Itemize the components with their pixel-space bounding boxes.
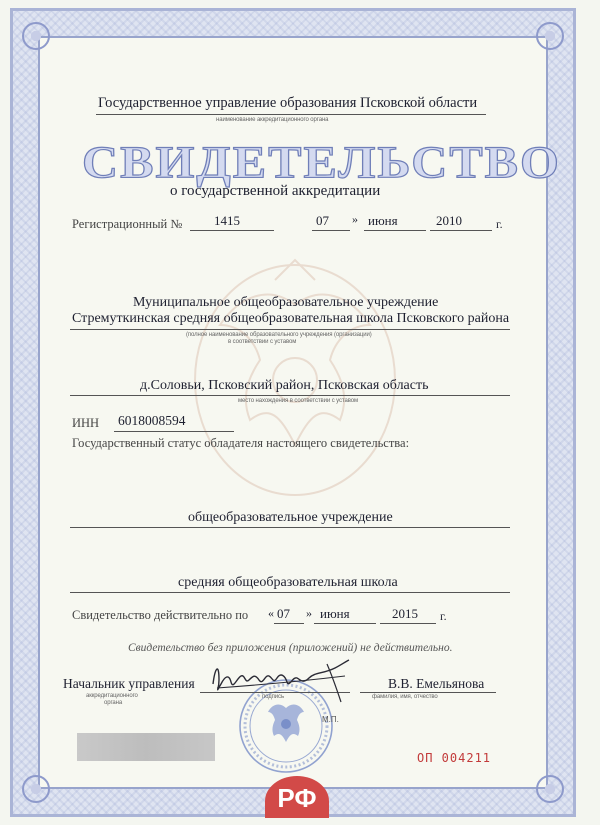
seal-place-mark: М.П. [322, 715, 339, 724]
status-type-underline [70, 527, 510, 528]
authority-underline [96, 114, 486, 115]
certificate-page: Государственное управление образования Псковской области наименование аккредитационного органа СВИДЕТЕЛЬСТВО о государственной аккредитации Регистрационный № 1415 07 » июня 2010 г. Муниципальное общеобразовательное учреждение Стремуткинская средняя общеобразовательная школа Псковского района (полное наименование образовательного учреждения (организации) в соответствии с уставом д.Соловьи, Псковский район, Псковская область место нахождения в соответствии с уставом ИНН 6018008594 Государственный статус обладателя настоящего свидетельства: общеобразовательное учреждение средняя общеобразовательная школа Свидетельство действительно по « 07 » июня 2015 г. Свидетельство без приложения (приложений) не действительно. Начальник управления аккредитационного органа подпись В.В. Емельянова фамилия, имя, отчество М.П. ОП 004211 РФ [0, 0, 600, 825]
validity-day: 07 [277, 606, 290, 621]
position-caption-2: органа [104, 700, 123, 706]
institution-underline [70, 329, 510, 330]
serial-number: ОП 004211 [417, 751, 492, 765]
location-value: д.Соловьи, Псковский район, Псковская область [140, 378, 429, 393]
redacted-area [77, 733, 215, 761]
position-caption-1: аккредитационного [86, 693, 138, 699]
status-kind-underline [70, 592, 510, 593]
validity-month-underline [314, 623, 376, 624]
status-kind: средняя общеобразовательная школа [178, 575, 398, 590]
registration-month: июня [368, 213, 398, 228]
validity-year-underline [380, 623, 436, 624]
rf-badge: РФ [265, 776, 329, 818]
signatory-name: В.В. Емельянова [388, 676, 485, 691]
institution-name-line2: Стремуткинская средняя общеобразовательная школа Псковского района [72, 311, 510, 326]
inn-value: 6018008594 [118, 413, 186, 428]
validity-day-underline [274, 623, 304, 624]
registration-label: Регистрационный № [72, 217, 183, 231]
corner-ornament-icon [536, 22, 564, 50]
status-type: общеобразовательное учреждение [188, 510, 393, 525]
location-underline [70, 395, 510, 396]
issuing-authority: Государственное управление образования Псковской области [98, 95, 478, 111]
attachment-notice: Свидетельство без приложения (приложений) не действительно. [128, 642, 453, 654]
certificate-title: СВИДЕТЕЛЬСТВО [82, 136, 561, 188]
registration-day-underline [312, 230, 350, 231]
registration-year-suffix: г. [496, 217, 503, 231]
validity-month: июня [320, 606, 350, 621]
registration-day: 07 [316, 213, 329, 228]
inn-label: ИНН [72, 416, 100, 430]
validity-year: 2015 [392, 606, 418, 621]
validity-label: Свидетельство действительно по [72, 608, 249, 622]
institution-name-line1: Муниципальное общеобразовательное учреждение [133, 295, 439, 310]
location-caption: место нахождения в соответствии с уставом [238, 398, 358, 404]
corner-ornament-icon [22, 775, 50, 803]
signature-caption: подпись [262, 694, 284, 700]
corner-ornament-icon [22, 22, 50, 50]
status-label: Государственный статус обладателя настоящего свидетельства: [72, 436, 410, 450]
registration-year-underline [430, 230, 492, 231]
name-underline [360, 692, 496, 693]
inn-underline [114, 431, 234, 432]
registration-year: 2010 [436, 213, 462, 228]
name-caption: фамилия, имя, отчество [372, 694, 438, 700]
institution-caption-2: в соответствии с уставом [228, 339, 297, 345]
certificate-subtitle: о государственной аккредитации [170, 183, 381, 199]
registration-number-underline [190, 230, 274, 231]
signatory-position: Начальник управления [63, 676, 195, 691]
registration-number: 1415 [214, 213, 240, 228]
institution-caption-1: (полное наименование образовательного учреждения (организации) [186, 332, 372, 338]
corner-ornament-icon [536, 775, 564, 803]
double-headed-eagle-watermark-icon [180, 245, 410, 505]
validity-year-suffix: г. [440, 609, 447, 623]
authority-caption: наименование аккредитационного органа [216, 117, 329, 123]
registration-month-underline [364, 230, 426, 231]
